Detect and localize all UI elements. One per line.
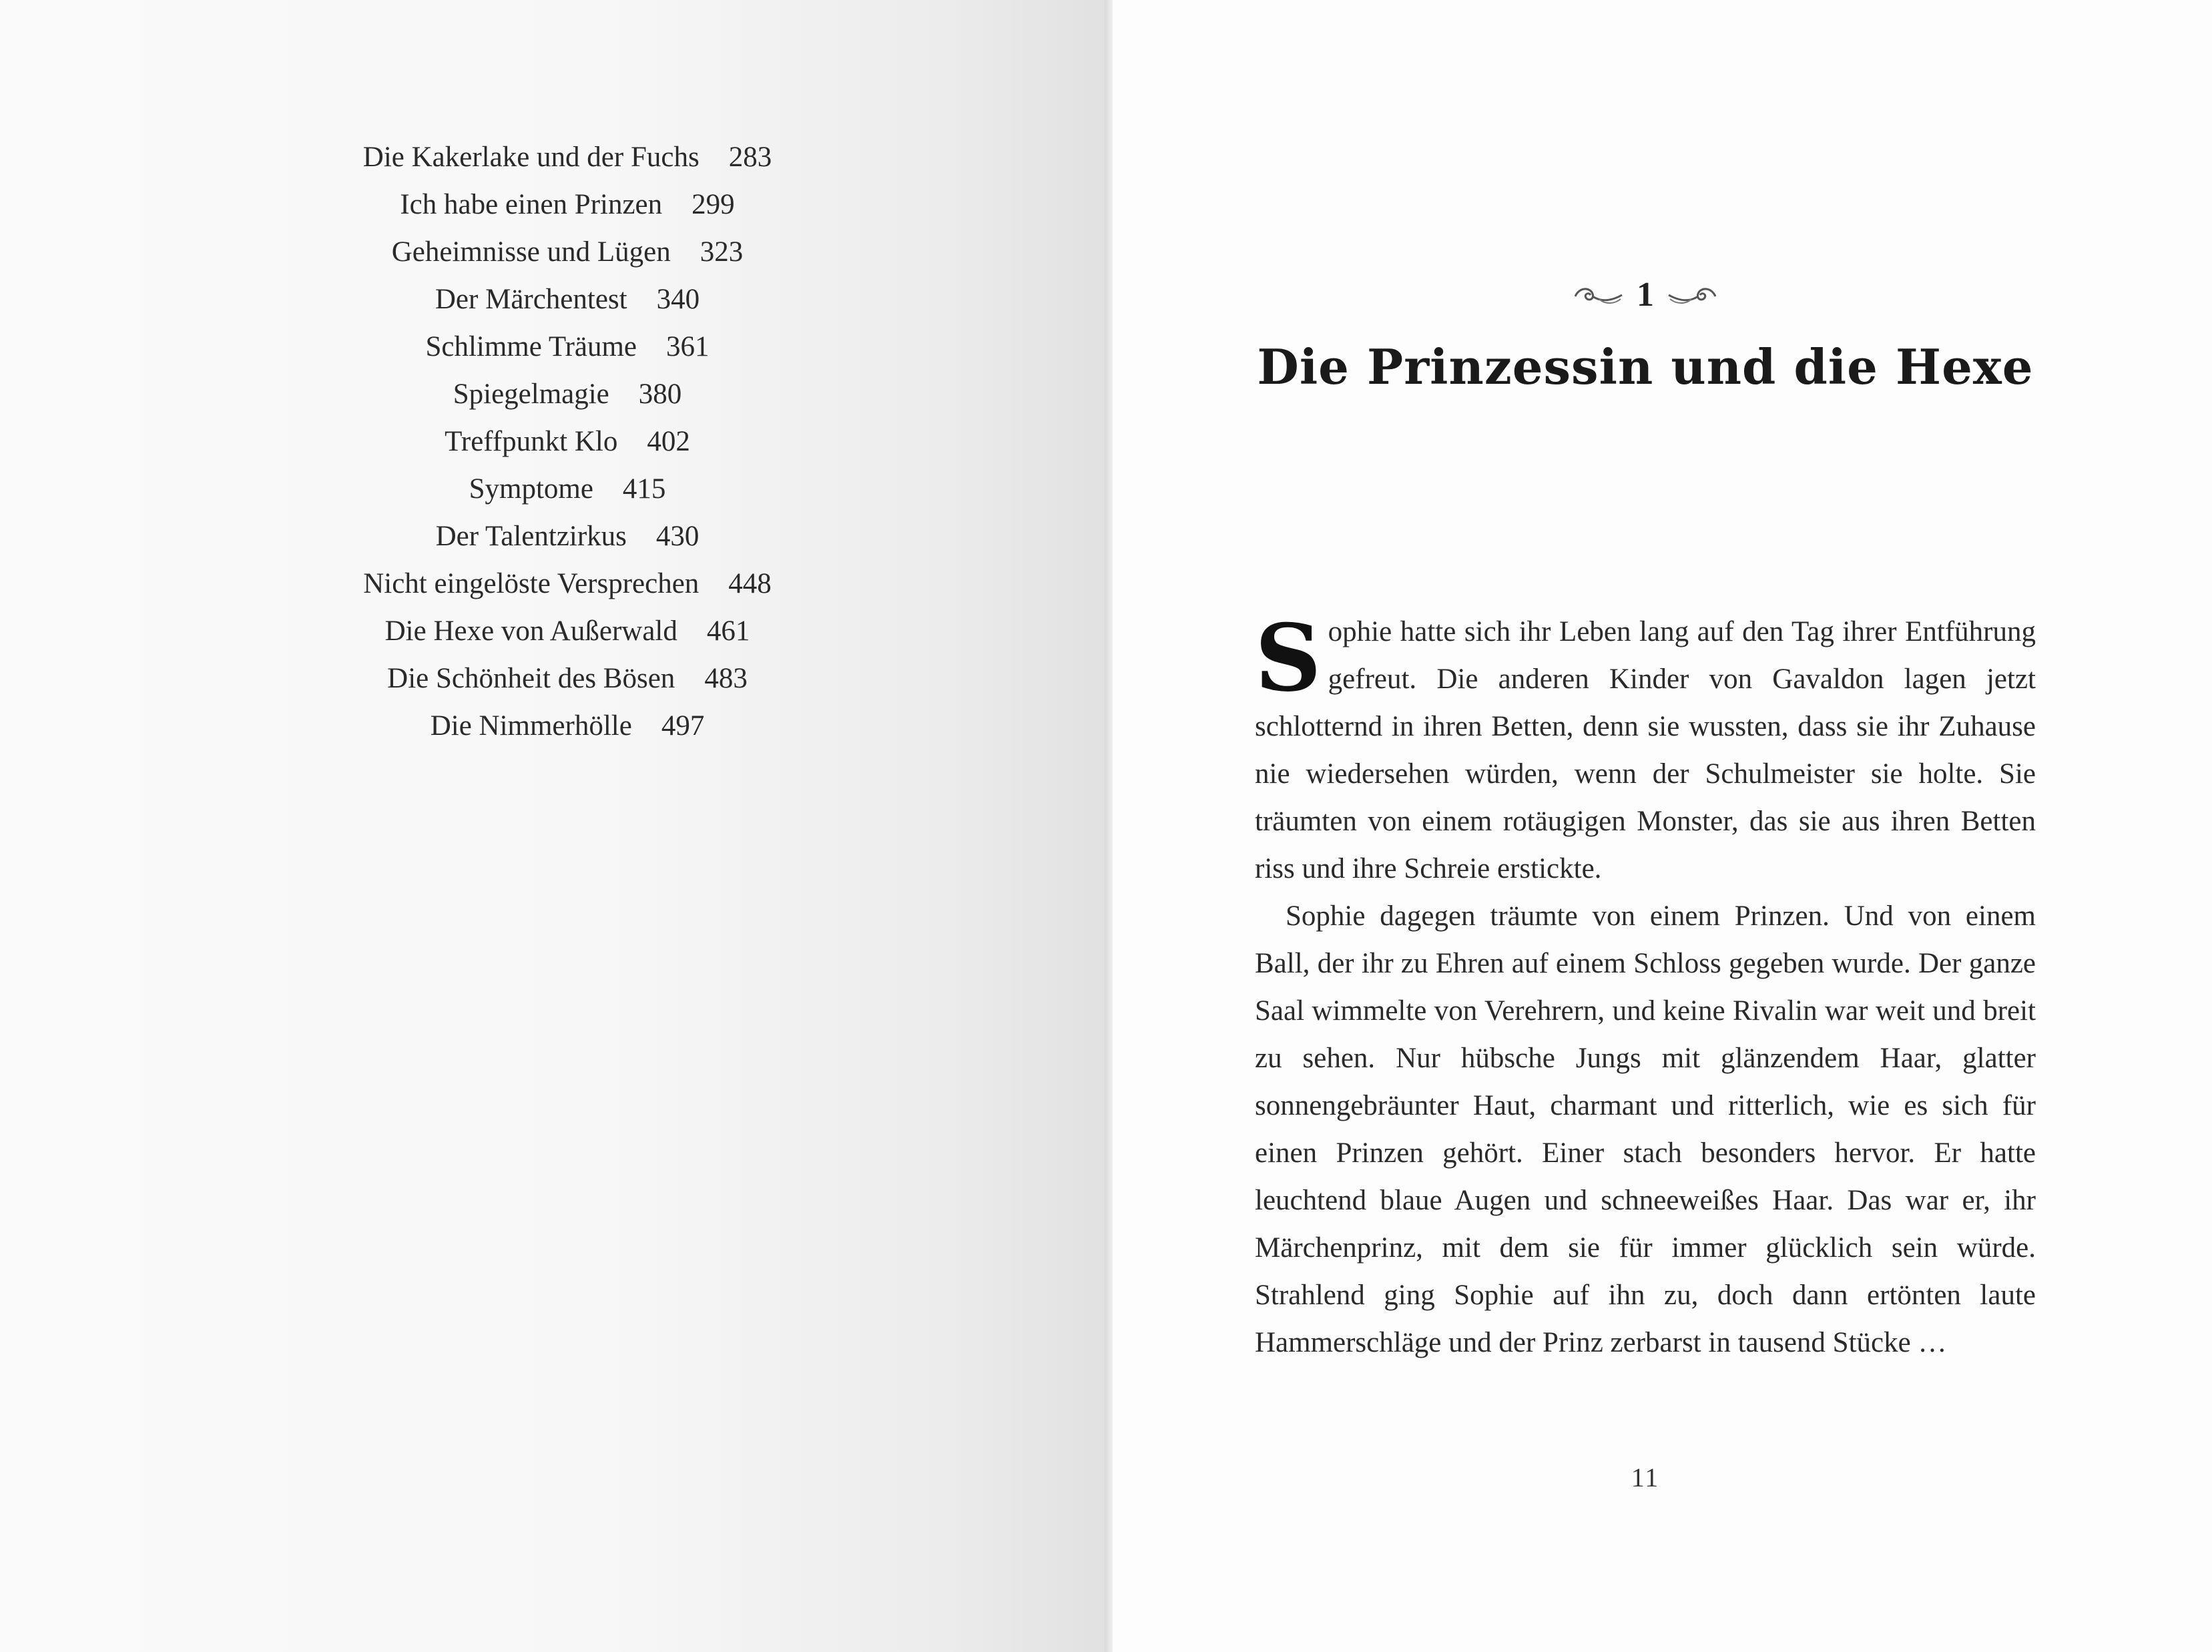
- toc-entry-page: 448: [728, 568, 772, 599]
- chapter-body: [1255, 603, 2036, 1366]
- toc-entry-title: Der Talentzirkus: [435, 521, 627, 552]
- toc-entry: [280, 702, 854, 750]
- toc-entry-page: 461: [706, 615, 750, 647]
- toc-entry: [280, 323, 854, 370]
- toc-entry: [280, 655, 854, 702]
- toc-entry-title: Der Märchentest: [435, 284, 627, 315]
- toc-entry-title: Die Nimmerhölle: [430, 710, 632, 742]
- chapter-number: 1: [1637, 276, 1654, 314]
- toc-entry-title: Nicht eingelöste Versprechen: [363, 568, 700, 599]
- scroll-ornament-icon: [1666, 282, 1718, 308]
- toc-entry-page: 323: [700, 236, 744, 268]
- toc-entry-title: Spiegelmagie: [453, 378, 609, 410]
- toc-entry-page: 430: [655, 521, 700, 552]
- toc-entry-page: 483: [704, 663, 748, 694]
- book-gutter: [1105, 0, 1113, 1652]
- toc-entry: [280, 418, 854, 465]
- toc-entry: [280, 181, 854, 228]
- toc-entry: [280, 133, 854, 181]
- toc-entry-title: Schlimme Träume: [425, 331, 637, 362]
- toc-entry-title: Symptome: [469, 473, 593, 505]
- toc-entry-page: 380: [638, 378, 682, 410]
- toc-entry-page: 283: [728, 142, 772, 173]
- toc-entry: [280, 465, 854, 513]
- toc-entry-title: Die Schönheit des Bösen: [387, 663, 675, 694]
- toc-entry-title: Ich habe einen Prinzen: [400, 189, 663, 220]
- toc-entry: [280, 228, 854, 276]
- toc-entry-page: 415: [622, 473, 666, 505]
- toc-entry-page: 361: [666, 331, 710, 362]
- scroll-ornament-icon: [1573, 282, 1625, 308]
- paragraph: [1255, 603, 2036, 892]
- toc-entry: [280, 370, 854, 418]
- toc-entry-title: Die Kakerlake und der Fuchs: [362, 142, 700, 173]
- toc-entry: [280, 276, 854, 323]
- toc-entry-page: 340: [656, 284, 700, 315]
- toc-entry: [280, 607, 854, 655]
- chapter-number-row: [1255, 275, 2036, 315]
- drop-cap: S: [1255, 603, 1322, 712]
- table-of-contents: [280, 133, 854, 750]
- toc-entry-page: 497: [661, 710, 705, 742]
- toc-entry-title: Treffpunkt Klo: [445, 426, 618, 457]
- toc-entry-title: Die Hexe von Außerwald: [384, 615, 677, 647]
- toc-entry-title: Geheimnisse und Lügen: [391, 236, 671, 268]
- page-number: 11: [1631, 1462, 1660, 1492]
- toc-entry-page: 299: [692, 189, 735, 220]
- toc-entry: [280, 513, 854, 560]
- paragraph: Sophie dagegen träumte von einem Prinzen. Und von einem Ball, der ihr zu Ehren auf einem Schloss gegeben wurde. Der ganze Saal wimmelte von Verehrern, und keine Rivalin war weit und breit zu sehen. Nur hübsche Jungs mit glänzendem Haar, glatter sonnengebräunter Haut, charmant und ritterlich, wie es sich für einen Prinzen gehört. Einer stach besonders hervor. Er hatte leuchtend blaue Augen und schneeweißes Haar. Das war er, ihr Märchenprinz, mit dem sie für immer glücklich sein würde. Strahlend ging Sophie auf ihn zu, doch dann ertönten laute Hammerschläge und der Prinz zerbarst in tausend Stücke …: [1255, 900, 2036, 1358]
- paragraph-text: ophie hatte sich ihr Leben lang auf den Tag ihrer Entführung gefreut. Die anderen Kinder von Gavaldon lagen jetzt schlotternd in ihren Betten, denn sie wussten, dass sie ihr Zuhause nie wiedersehen würden, wenn der Schulmeister sie holte. Sie träumten von einem rotäugigen Monster, das sie aus ihren Betten riss und ihre Schreie erstickte.: [1255, 616, 2036, 884]
- chapter-title: Die Prinzessin und die Hexe: [1257, 338, 2034, 395]
- toc-entry-page: 402: [647, 426, 690, 457]
- toc-entry: [280, 560, 854, 607]
